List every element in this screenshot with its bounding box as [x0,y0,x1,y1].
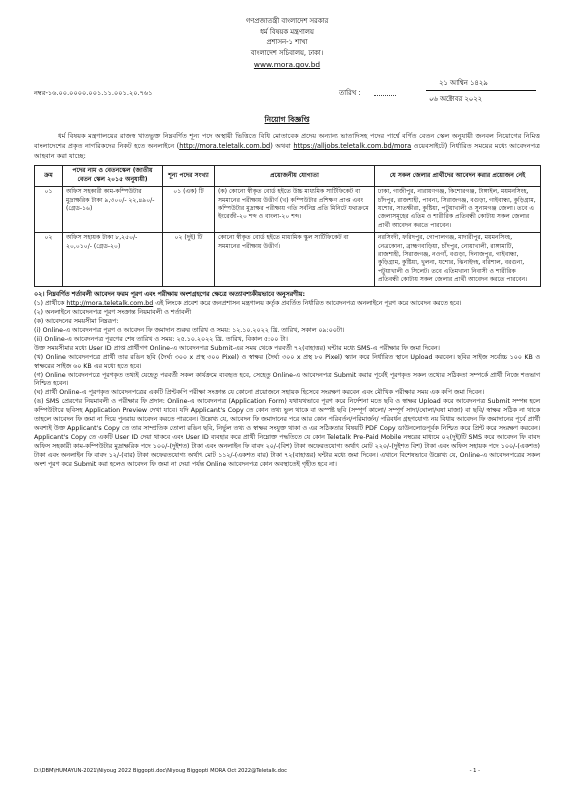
date-bangla: ২১ আশ্বিন ১৪২৯ [439,78,488,87]
instruction-ka: (ক) আবেদনের সময়সীমা নিম্নরূপ: [34,317,119,325]
intro-text-c: ওয়েবসাইটে) নির্ধারিত সময়ের মধ্যে আবেদনপত্র আহবান করা যাচ্ছে: [34,141,540,161]
instruction-start-date: (i) Online-এ আবেদনপত্র পূরণ ও আবেদন ফি জমাদান শুরুর তারিখ ও সময়: ১২.১০.২০২২ খ্রি. তারিখ, সকাল ০৯:০০টা। [34,326,345,334]
file-path: D:\DBM\HUMAYUN-2021\Niyoug 2022 Biggopti.doc\Niyoug Biggopti MORA Oct 2022@Teletalk.doc [34,768,288,774]
instruction-1 [34,300,540,309]
instructions [34,291,540,470]
website-link[interactable]: www.mora.gov.bd [253,60,321,70]
notice-title: নিয়োগ বিজ্ঞপ্তি [264,114,310,124]
serial-cell: ০২ [35,232,63,286]
instruction-uma: (ঙ) SMS প্রেরণের নিয়মাবলী ও পরীক্ষার ফি প্রদান: Online-এ আবেদনপত্র (Application Form) যথাযথভাবে পূরণ করে নির্দেশনা মতে ছবি ও স্বাক্ষর Upload করে আবেদনপত্র Submit সম্পন্ন হলে কম্পিউটারে ছবিসহ Application Preview দেখা যাবে। যদি Applicant's Copy তে কোন তথ্য ভুল থাকে বা অস্পষ্ট ছবি (সম্পূর্ণ কালো/ সম্পূর্ণ সাদা/ঘোলা/ঘষা মাজা) বা ছবি/ স্বাক্ষর সঠিক না থাকে তাহলে আবেদন ফি জমা না দিয়ে পুনরায় আবেদন করতে পারবেন। উল্লেখ্য যে, আবেদন ফি জমাদানের পরে আর কোন পরিবর্তন/পরিমার্জন/ পরিবর্ধন গ্রহণযোগ্য নয় বিধায় আবেদন ফি জমাদানের পূর্বে প্রার্থী অবশ্যই উক্ত Applicant's Copy তে তার সাম্প্রতিক তোলা রঙিন ছবি, নির্ভুল তথ্য ও স্বাক্ষর সংযুক্ত থাকা ও এর সঠিকতার বিষয়টি PDF Copy ডাউনলোডপূর্বক নিশ্চিত করে প্রিন্ট করে সংরক্ষণ করবেন। Applicant's Copy তে একটি User ID দেয়া থাকবে এবং User ID ব্যবহার করে প্রার্থী নিম্নোক্ত পদ্ধতিতে যে কোন Teletalk Pre-Paid Mobile নম্বরের মাধ্যমে ০২(দুই)টি SMS করে আবেদন ফি বাবদ অফিস সহকারী কাম-কম্পিউটার মুদ্রাক্ষরিক পদে ১০০/-(দুইশত) টাকা এবং অনলাইন ফি বাবদ ২০/-(বিশ) টাকা অফেরতযোগ্য অর্থাৎ মোট ২২০/-(দুইশত বিশ) টাকা এবং অফিস সহায়ক পদে ১০০/-(একশত) টাকা এবং অনলাইন ফি বাবদ ১২/-(বার) টাকা অফেরতযোগ্য অর্থাৎ মোট ১১২/-(একশত বার) টাকা ৭২(বাহাত্তর) ঘন্টার মধ্যে জমা দিবেন। এখানে বিশেষভাবে উল্লেখ্য যে, Online-এ আবেদনপত্রের সকল অংশ পূরণ করে Submit করা হলেও আবেদন ফি জমা না দেয়া পর্যন্ত Online আবেদনপত্র কোন অবস্থাতেই গৃহীত হবে না। [34,398,540,468]
address: বাংলাদেশ সচিবালয়, ঢাকা। [250,48,324,57]
qualification-cell: (ক) কোনো স্বীকৃত বোর্ড হইতে উচ্চ মাধ্যমিক সার্টিফিকেট বা সমমানের পরীক্ষায় উত্তীর্ণ (খ) কম্পিউটার প্রশিক্ষণ প্রাপ্ত এবং কম্পিউটার মুদ্রাক্ষর পরীক্ষায় গতি সর্বনিম্ন প্রতি মিনিটে যথাক্রমে ইংরেজী-২০ শব্দ ও বাংলা-২০ শব্দ। [215,186,375,232]
instruction-2: (২) অনলাইনে আবেদনপত্র পূরণ সংক্রান্ত নিয়মাবলী ও শর্তাবলী [34,308,192,316]
letterhead [34,16,540,71]
teletalk-link[interactable]: http://mora.teletalk.com.bd [179,141,271,150]
header-excluded-districts: যে সকল জেলার প্রার্থীদের আবেদন করার প্রয়োজন নেই [375,165,541,186]
ministry-name: ধর্ম বিষয়ক মন্ত্রণালয় [260,27,314,36]
instruction-ga: (গ) Online আবেদনপত্রে পূরণকৃত তথ্যই যেহেতু পরবর্তী সকল কার্যক্রমে ব্যবহৃত হবে, সেহেতু Online-এ আবেদনপত্র Submit করার পূর্বেই পূরণকৃত সকল তথ্যের সঠিকতা সম্পর্কে প্রার্থী নিজে শতভাগ নিশ্চিত হবেন। [34,371,540,388]
header-post: পদের নাম ও বেতনস্কেল (জাতীয় বেতন স্কেল ২০১৫ অনুযায়ী) [63,165,163,186]
header-count: শূন্য পদের সংখ্যা [163,165,215,186]
date-divider [426,90,536,91]
instruction-1-text-b: এই লিংকে প্রবেশ করে জনপ্রশাসন মন্ত্রণালয় কর্তৃক প্রবর্তিত নির্ধারিত আবেদনপত্র অনলাইনে পূরণ করে আবেদন করতে হবে। [153,300,462,308]
count-cell: ০২ (দুই) টি [163,232,215,286]
memo-row [34,77,540,107]
apply-link[interactable]: http://mora.teletalk.com.bd [66,300,154,308]
table-row [35,186,541,232]
table-header-row [35,165,541,186]
page-number: - 1 - [469,768,480,774]
date-dotted-line [374,95,396,96]
instruction-end-date: (ii) Online-এ আবেদনপত্র পূরণের শেষ তারিখ ও সময়: ২৫.১০.২০২২ খ্রি. তারিখ, বিকাল ৫:০০ টা। [34,335,288,343]
excluded-cell: ঢাকা, গাজীপুর, নারায়ণগঞ্জ, কিশোরগঞ্জ, টাঙ্গাইল, ময়মনসিংহ, চাঁদপুর, রাজশাহী, পাবনা, সিরাজগঞ্জ, বগুড়া, গাইবান্ধা, কুড়িগ্রাম, যশোর, সাতক্ষীরা, কুষ্টিয়া, পটুয়াখালী ও সুনামগঞ্জ জেলা। তবে এ জেলাসমূহের এতিম ও শারীরিক প্রতিবন্ধী কোটায় সকল জেলার প্রার্থী আবেদন করতে পারবেন। [375,186,541,232]
notice-page [34,16,540,786]
page-footer [34,768,540,775]
header-serial: ক্রম [35,165,63,186]
intro-paragraph: ধর্ম বিষয়ক মন্ত্রণালয়ের রাজস্ব খাতভুক্ত নিম্নবর্ণিত শূন্য পদে অস্থায়ী ভিত্তিতে বিধি মোতাবেক প্রদেয় অন্যান্য ভাতাদিসহ পদের পার্শ্বে বর্ণিত বেতন স্কেল অনুযায়ী জনবল নিয়োগের নিমিত্ত বাংলাদেশের প্রকৃত নাগরিকদের নিকট হতে অনলাইনে (http://mora.teletalk.com.bd) অথবা https://alljobs.teletalk.com.bd/mora ওয়েবসাইটে) নির্ধারিত সময়ের মধ্যে আবেদনপত্র আহবান করা যাচ্ছে: [34,131,540,161]
intro-text-b: অথবা [272,141,294,150]
intro-text-a: ধর্ম বিষয়ক মন্ত্রণালয়ের রাজস্ব খাতভুক্ত নিম্নবর্ণিত শূন্য পদে অস্থায়ী ভিত্তিতে বিধি মোতাবেক প্রদেয় অন্যান্য ভাতাদিসহ পদের পার্শ্বে বর্ণিত বেতন স্কেল অনুযায়ী জনবল নিয়োগের নিমিত্ত বাংলাদেশের প্রকৃত নাগরিকদের নিকট হতে অনলাইনে ( [34,131,540,150]
date-label: তারিখ : [339,88,361,97]
serial-cell: ০১ [35,186,63,232]
count-cell: ০১ (এক) টি [163,186,215,232]
alljobs-link[interactable]: https://alljobs.teletalk.com.bd/mora [293,141,412,150]
post-cell: অফিস সহায়ক টাকা ৮,২৫০/- ২০,০১০/- (গ্রেড-২০) [63,232,163,286]
instruction-heading: ০২। নিম্নবর্ণিত শর্তাবলী আবেদন ফরম পূরণ এবং পরীক্ষায় অংশগ্রহণের ক্ষেত্রে অত্যাবশ্যকীয়ভাবে অনুসরণীয়: [34,291,306,299]
qualification-cell: কোনো স্বীকৃত বোর্ড হইতে মাধ্যমিক স্কুল সার্টিফিকেট বা সমমানের পরীক্ষায় উত্তীর্ণ। [215,232,375,286]
vacancy-table [34,165,541,287]
memo-number: নম্বর-১৬.০০.০০০০.০০১.১১.০০১.২০.৭৬১ [34,88,153,97]
header-qualification: প্রয়োজনীয় যোগ্যতা [215,165,375,186]
excluded-cell: নরসিংদী, ফরিদপুর, গোপালগঞ্জ, মাদারীপুর, ময়মনসিংহ, নেত্রকোনা, ব্রাহ্মণবাড়িয়া, চাঁদপুর, নোয়াখালী, রাঙ্গামাটি, রাজশাহী, সিরাজগঞ্জ, নওগাঁ, বগুড়া, দিনাজপুর, গাইবান্ধা, কুড়িগ্রাম, কুষ্টিয়া, খুলনা, যশোর, ঝিনাইদহ, বরিশাল, বরগুনা, পটুয়াখালী ও সিলেট। তবে এতিমখানা নিবাসী ও শারীরিক প্রতিবন্ধী কোটায় সকল জেলার প্রার্থী আবেদন করতে পারবেন। [375,232,541,286]
instruction-1-text-a: (১) প্রার্থীকে [34,300,67,308]
branch-name: প্রশাসন-১ শাখা [266,38,308,47]
table-row [35,232,541,286]
date-english: ০৬ অক্টোবর ২০২২ [429,94,483,103]
instruction-gha: (ঘ) প্রার্থী Online-এ পূরণকৃত আবেদনপত্রের একটি প্রিন্টকপি পরীক্ষা সংক্রান্ত যে কোনো প্রয়োজনে সহায়ক হিসেবে সংরক্ষণ করবেন এবং মৌখিক পরীক্ষার সময় এক কপি জমা দিবেন। [34,389,484,397]
govt-name: গণপ্রজাতন্ত্রী বাংলাদেশ সরকার [245,17,329,25]
post-cell: অফিস সহকারী কাম-কম্পিউটার মুদ্রাক্ষরিক টাকা ৯,৩০০/- ২২,৪৯০/- (গ্রেড-১৬) [63,186,163,232]
instruction-kha: (খ) Online আবেদনপত্রে প্রার্থী তার রঙিন ছবি (দৈর্ঘ্য ৩০০ x প্রস্থ ৩০০ Pixel) ও স্বাক্ষর (দৈর্ঘ্য ৩০০ x প্রস্থ ৮০ Pixel) স্ক্যান করে নির্ধারিত স্থানে Upload করবেন। ছবির সাইজ সর্বোচ্চ ১০০ KB ও স্বাক্ষরের সাইজ ৬০ KB এর মধ্যে হতে হবে। [34,353,540,370]
instruction-sms-deadline: উক্ত সময়সীমার মধ্যে User ID প্রাপ্ত প্রার্থীগণ Online-এ আবেদনপত্র Submit-এর সময় থেকে পরবর্তী ৭২(বাহাত্তর) ঘন্টার মধ্যে SMS-এ পরীক্ষার ফি জমা দিবেন। [34,344,440,352]
